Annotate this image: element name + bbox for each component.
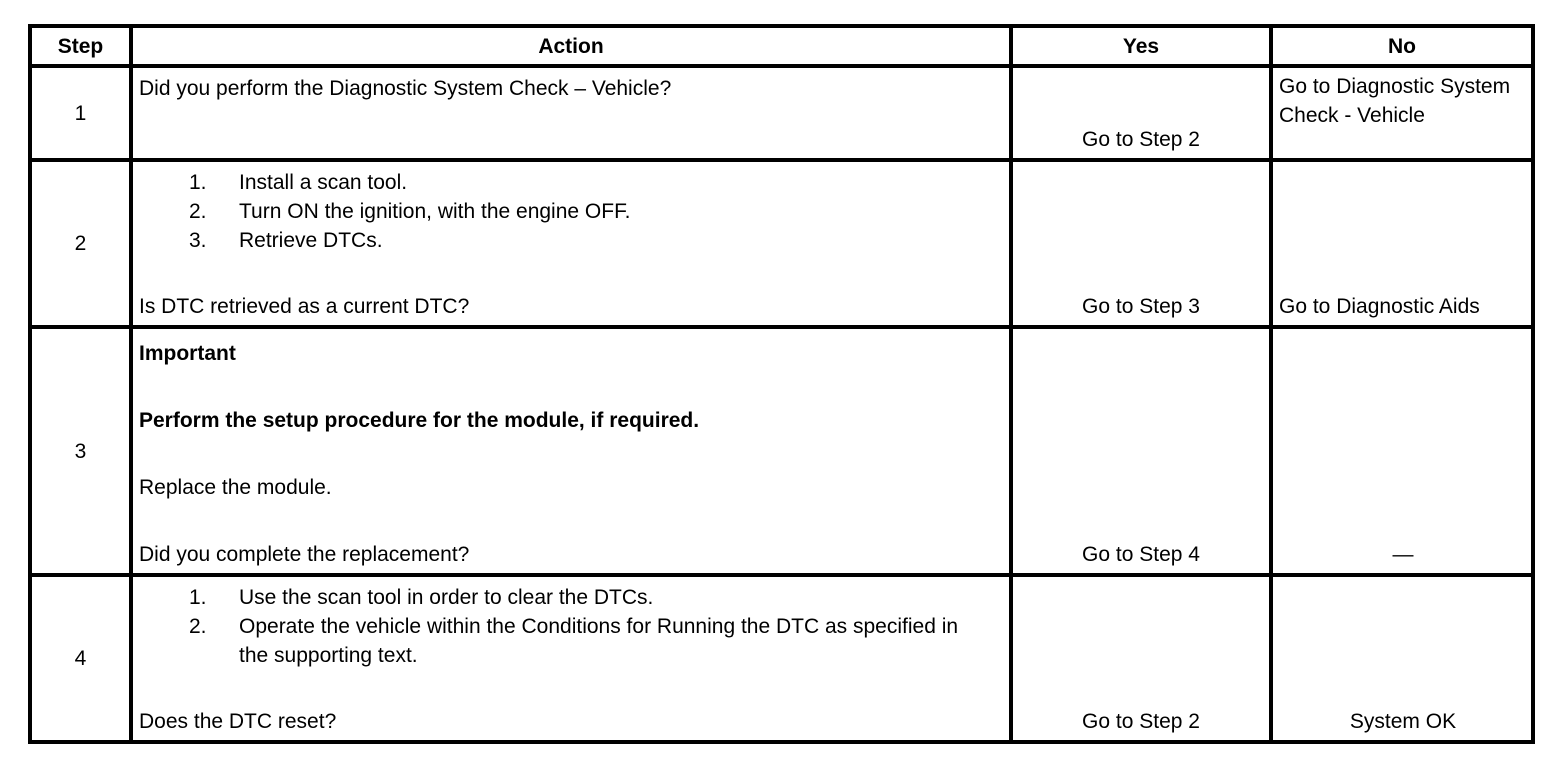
- action-instruction: Replace the module.: [139, 476, 332, 499]
- step-number: 4: [30, 575, 131, 742]
- no-cell: Go to Diagnostic Aids: [1271, 160, 1533, 327]
- table-row: [30, 327, 1533, 575]
- header-yes: Yes: [1011, 26, 1271, 66]
- step-number: 1: [30, 66, 131, 160]
- yes-cell: Go to Step 3: [1011, 160, 1271, 327]
- action-question: Is DTC retrieved as a current DTC?: [139, 295, 470, 318]
- action-question: Does the DTC reset?: [139, 710, 337, 733]
- list-number: 1.: [189, 171, 207, 194]
- list-text: Turn ON the ignition, with the engine OFF.: [239, 200, 631, 223]
- step-number: 2: [30, 160, 131, 327]
- list-text: Install a scan tool.: [239, 171, 408, 194]
- table-row: [30, 575, 1533, 742]
- important-label: Important: [139, 342, 236, 365]
- action-question: Did you perform the Diagnostic System Check – Vehicle?: [139, 77, 672, 100]
- yes-cell: Go to Step 4: [1011, 327, 1271, 575]
- action-cell: [131, 327, 1011, 575]
- table-row: [30, 160, 1533, 327]
- action-list: [139, 583, 1003, 670]
- list-item: [139, 168, 1003, 197]
- list-item: [139, 583, 1003, 612]
- step-number: 3: [30, 327, 131, 575]
- important-text: Perform the setup procedure for the module, if required.: [139, 409, 700, 432]
- table-row: [30, 66, 1533, 160]
- list-text: Use the scan tool in order to clear the DTCs.: [239, 586, 654, 609]
- action-cell: [131, 160, 1011, 327]
- list-number: 3.: [189, 229, 207, 252]
- diagnostic-table: [28, 24, 1535, 744]
- action-cell: [131, 575, 1011, 742]
- header-row: [30, 26, 1533, 66]
- list-text: Operate the vehicle within the Conditions for Running the DTC as specified in the supporting text.: [239, 615, 959, 667]
- list-item: [139, 197, 1003, 226]
- list-item: [139, 612, 1003, 670]
- header-action: Action: [131, 26, 1011, 66]
- list-number: 1.: [189, 586, 207, 609]
- list-item: [139, 226, 1003, 255]
- header-step: Step: [30, 26, 131, 66]
- action-list: [139, 168, 1003, 255]
- yes-cell: Go to Step 2: [1011, 575, 1271, 742]
- list-number: 2.: [189, 200, 207, 223]
- no-cell: —: [1271, 327, 1533, 575]
- no-cell: System OK: [1271, 575, 1533, 742]
- header-no: No: [1271, 26, 1533, 66]
- list-number: 2.: [189, 615, 207, 638]
- no-cell: Go to Diagnostic System Check - Vehicle: [1271, 66, 1533, 160]
- action-cell: [131, 66, 1011, 160]
- action-question: Did you complete the replacement?: [139, 543, 470, 566]
- yes-cell: Go to Step 2: [1011, 66, 1271, 160]
- list-text: Retrieve DTCs.: [239, 229, 383, 252]
